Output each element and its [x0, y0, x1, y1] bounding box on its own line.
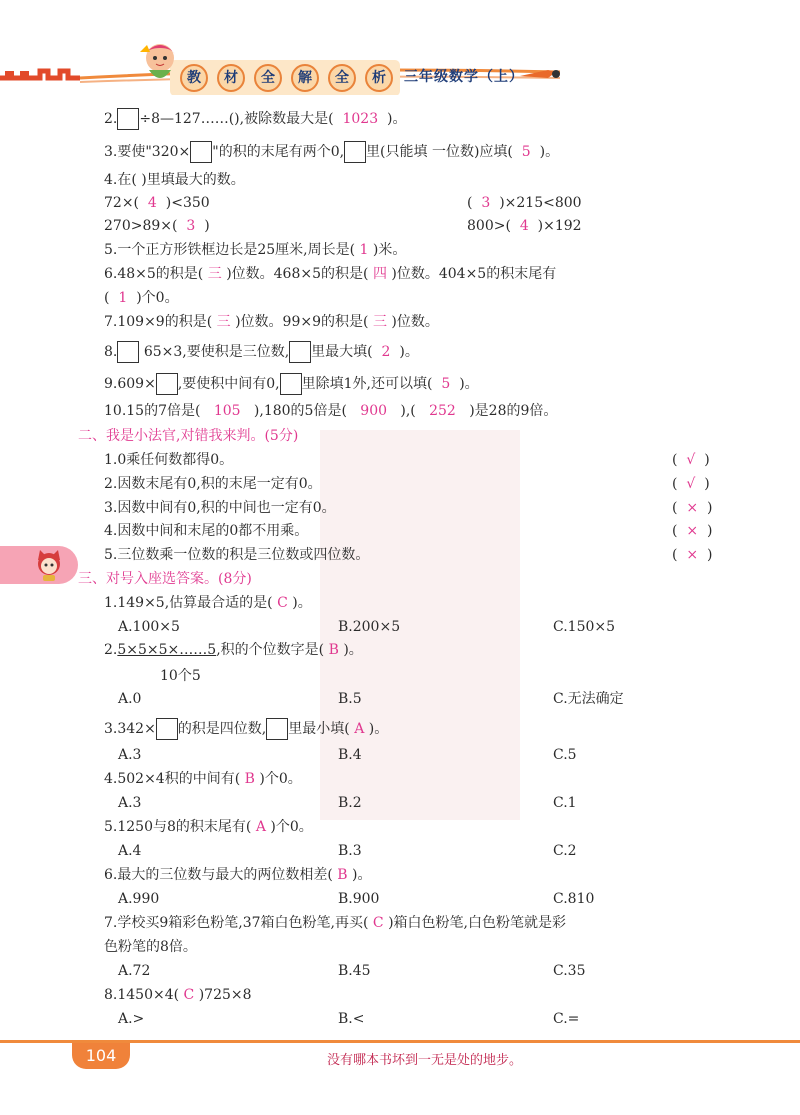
choice-q6-opt-c: C.810	[553, 891, 595, 907]
choice-q7-opt-b: B.45	[338, 963, 371, 979]
judge-answer-2: ( √ )	[672, 476, 710, 492]
choice-q3-opt-a: A.3	[118, 747, 142, 763]
q1-6-line2: ( 1 )个0。	[104, 290, 179, 306]
book-subtitle: 三年级数学（上）	[404, 69, 524, 85]
choice-q3: 3.342× 的积是四位数, 里最小填( A )。	[104, 718, 388, 740]
choice-q8: 8.1450×4( C )725×8	[104, 987, 252, 1003]
choice-q6-opt-b: B.900	[338, 891, 380, 907]
brace-expression: 5×5×5×……5	[117, 642, 217, 658]
answer-box	[156, 718, 178, 740]
choice-q4-opt-b: B.2	[338, 795, 362, 811]
answer-box	[344, 141, 366, 163]
choice-q8-opt-c: C.=	[553, 1011, 580, 1027]
q1-4-row1-right: ( 3 )×215<800	[467, 195, 582, 211]
brace-label: 10个5	[160, 668, 201, 684]
choice-q7-opt-c: C.35	[553, 963, 586, 979]
choice-q8-opt-a: A.>	[118, 1011, 145, 1027]
cat-icon	[34, 548, 64, 586]
q1-6: 6.48×5的积是( 三 )位数。468×5的积是( 四 )位数。404×5的积末尾有	[104, 266, 557, 282]
choice-q7-line2: 色粉笔的8倍。	[104, 939, 197, 955]
choice-q2-opt-c: C.无法确定	[553, 691, 624, 707]
q1-9: 9.609× ,要使积中间有0, 里除填1外,还可以填( 5 )。	[104, 373, 479, 395]
choice-q6-opt-a: A.990	[118, 891, 160, 907]
title-badge-4: 解	[291, 64, 319, 92]
choice-q4: 4.502×4积的中间有( B )个0。	[104, 771, 302, 787]
answer-box	[117, 341, 139, 363]
choice-q6: 6.最大的三位数与最大的两位数相差( B )。	[104, 867, 372, 883]
choice-q5-opt-c: C.2	[553, 843, 577, 859]
choice-q5-opt-b: B.3	[338, 843, 362, 859]
section-3-title: 三、对号入座选答案。(8分)	[78, 571, 252, 587]
judge-answer-3: ( × )	[672, 500, 713, 516]
choice-q1-opt-a: A.100×5	[118, 619, 180, 635]
choice-q2-opt-b: B.5	[338, 691, 362, 707]
title-badge-2: 材	[217, 64, 245, 92]
header-decoration	[0, 0, 800, 95]
choice-q2: 2.5×5×5×……5,积的个位数字是( B )。	[104, 642, 363, 658]
watermark	[300, 430, 540, 820]
choice-q1-opt-c: C.150×5	[553, 619, 616, 635]
answer-box	[289, 341, 311, 363]
choice-q5: 5.1250与8的积末尾有( A )个0。	[104, 819, 313, 835]
choice-q5-opt-a: A.4	[118, 843, 142, 859]
page-number: 104	[72, 1043, 130, 1069]
footer-quote: 没有哪本书坏到一无是处的地步。	[327, 1053, 523, 1068]
judge-item-4: 4.因数中间和末尾的0都不用乘。	[104, 523, 309, 539]
q1-4-title: 4.在( )里填最大的数。	[104, 172, 245, 188]
judge-answer-5: ( × )	[672, 547, 713, 563]
choice-q3-opt-c: C.5	[553, 747, 577, 763]
judge-item-1: 1.0乘任何数都得0。	[104, 452, 234, 468]
choice-q1-opt-b: B.200×5	[338, 619, 401, 635]
answer-box	[280, 373, 302, 395]
answer: 1023	[342, 111, 379, 127]
q1-8: 8. 65×3,要使积是三位数, 里最大填( 2 )。	[104, 341, 419, 363]
mascot-logo	[135, 40, 185, 94]
choice-q7-opt-a: A.72	[118, 963, 151, 979]
choice-q4-opt-a: A.3	[118, 795, 142, 811]
judge-answer-1: ( √ )	[672, 452, 710, 468]
q1-10: 10.15的7倍是( 105 ),180的5倍是( 900 ),( 252 )是28的9倍。	[104, 403, 558, 419]
answer-box	[117, 108, 139, 130]
judge-item-5: 5.三位数乘一位数的积是三位数或四位数。	[104, 547, 370, 563]
q1-5: 5.一个正方形铁框边长是25厘米,周长是( 1 )米。	[104, 242, 407, 258]
answer: 5	[521, 144, 531, 160]
choice-q3-opt-b: B.4	[338, 747, 362, 763]
judge-item-2: 2.因数末尾有0,积的末尾一定有0。	[104, 476, 322, 492]
choice-q8-opt-b: B.<	[338, 1011, 365, 1027]
choice-q1: 1.149×5,估算最合适的是( C )。	[104, 595, 312, 611]
q1-4-row2-left: 270>89×( 3 )	[104, 218, 210, 234]
q1-4-row1-left: 72×( 4 )<350	[104, 195, 210, 211]
section-2-title: 二、我是小法官,对错我来判。(5分)	[78, 428, 299, 444]
judge-answer-4: ( × )	[672, 523, 713, 539]
title-badge-3: 全	[254, 64, 282, 92]
q1-7: 7.109×9的积是( 三 )位数。99×9的积是( 三 )位数。	[104, 314, 439, 330]
answer-box	[266, 718, 288, 740]
choice-q4-opt-c: C.1	[553, 795, 577, 811]
title-badge-1: 教	[180, 64, 208, 92]
choice-q7: 7.学校买9箱彩色粉笔,37箱白色粉笔,再买( C )箱白色粉笔,白色粉笔就是彩	[104, 915, 566, 931]
answer-box	[190, 141, 212, 163]
q1-3: 3.要使"320× "的积的末尾有两个0, 里(只能填 一位数)应填( 5 )。	[104, 141, 559, 163]
title-badge-6: 析	[365, 64, 393, 92]
q1-4-row2-right: 800>( 4 )×192	[467, 218, 582, 234]
title-badge-5: 全	[328, 64, 356, 92]
choice-q2-opt-a: A.0	[118, 691, 142, 707]
answer-box	[156, 373, 178, 395]
judge-item-3: 3.因数中间有0,积的中间也一定有0。	[104, 500, 336, 516]
q1-2: 2. ÷8—127……(),被除数最大是( 1023 )。	[104, 108, 406, 130]
